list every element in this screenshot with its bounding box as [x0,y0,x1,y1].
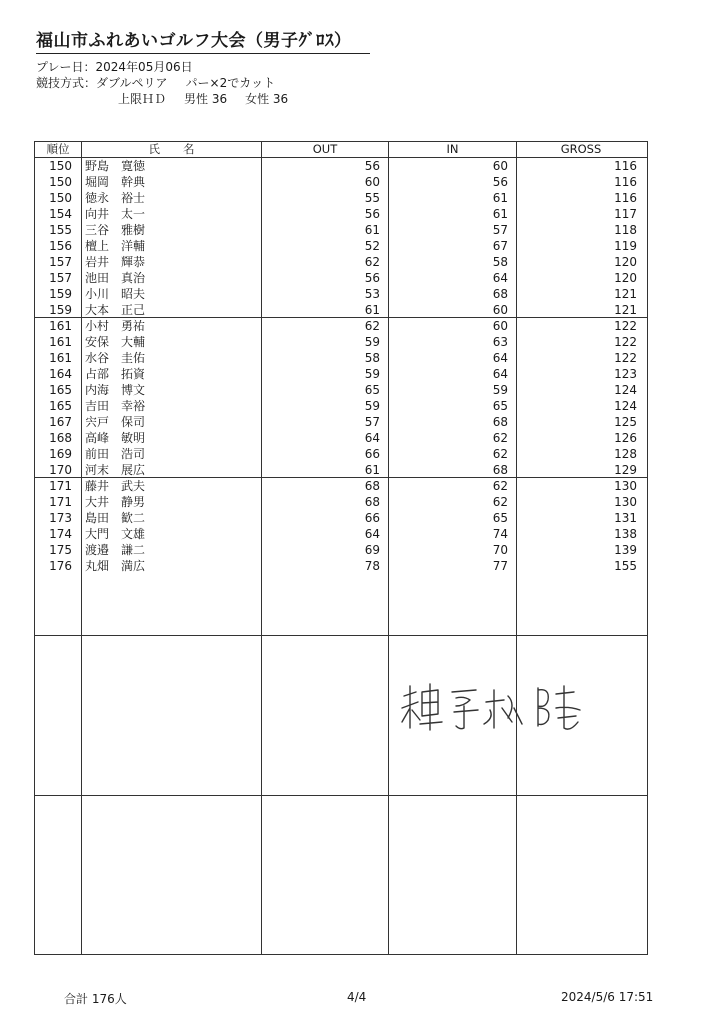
rank-cell: 168 [49,431,72,445]
rank-cell: 170 [49,463,72,477]
out-score-cell: 52 [364,239,380,253]
table-row [35,350,647,366]
table-row [35,478,647,494]
out-score-cell: 59 [364,335,380,349]
gross-score-cell: 129 [614,463,637,477]
out-score-cell: 69 [364,543,380,557]
name-cell: 大門 文雄 [85,527,146,541]
table-row [35,270,647,286]
gross-score-cell: 117 [614,207,637,221]
rank-cell: 156 [49,239,72,253]
in-score-cell: 65 [492,399,508,413]
out-score-cell: 62 [364,255,380,269]
header-name: 氏 名 [148,142,195,156]
name-cell: 前田 浩司 [85,447,146,461]
table-row [35,158,647,174]
rank-cell: 161 [49,319,72,333]
gross-score-cell: 131 [614,511,637,525]
name-cell: 向井 太一 [85,207,146,221]
competition-format [36,74,275,91]
name-cell: 堀岡 幹典 [85,175,146,189]
in-score-cell: 68 [492,463,508,477]
table-row [35,366,647,382]
rank-cell: 165 [49,383,72,397]
rank-cell: 169 [49,447,72,461]
table-row [35,558,647,574]
gross-score-cell: 121 [614,303,637,317]
table-row [35,334,647,350]
table-row [35,318,647,334]
rank-cell: 171 [49,479,72,493]
rank-cell: 150 [49,191,72,205]
out-score-cell: 57 [364,415,380,429]
name-cell: 丸畑 満広 [85,559,146,573]
header-rank: 順位 [46,142,70,156]
out-score-cell: 64 [364,431,380,445]
results-table [34,141,648,955]
in-score-cell: 61 [492,191,508,205]
gross-score-cell: 122 [614,319,637,333]
gross-score-cell: 138 [614,527,637,541]
rank-cell: 155 [49,223,72,237]
name-cell: 大井 静男 [85,495,146,509]
gross-score-cell: 116 [614,175,637,189]
out-score-cell: 62 [364,319,380,333]
table-row [35,174,647,190]
handicap-label: 上限ＨＤ [118,92,167,106]
table-row [35,542,647,558]
rank-cell: 150 [49,159,72,173]
out-score-cell: 61 [364,463,380,477]
in-score-cell: 62 [492,431,508,445]
in-score-cell: 64 [492,367,508,381]
in-score-cell: 57 [492,223,508,237]
name-cell: 池田 真治 [85,271,146,285]
table-row [35,382,647,398]
name-cell: 内海 博文 [85,383,146,397]
gross-score-cell: 120 [614,271,637,285]
gross-score-cell: 125 [614,415,637,429]
name-cell: 安保 大輔 [85,335,146,349]
rank-cell: 159 [49,287,72,301]
print-timestamp: 2024/5/6 17:51 [561,990,654,1004]
competition-label: 競技方式：ダブルペリア [36,76,168,90]
handicap-male: 男性 36 [184,92,228,106]
gross-score-cell: 155 [614,559,637,573]
gross-score-cell: 130 [614,479,637,493]
name-cell: 藤井 武夫 [85,479,146,493]
gross-score-cell: 124 [614,383,637,397]
in-score-cell: 70 [492,543,508,557]
in-score-cell: 68 [492,415,508,429]
rank-cell: 150 [49,175,72,189]
name-cell: 三谷 雅樹 [85,223,146,237]
play-date: プレー日：2024年05月06日 [36,60,193,74]
rank-cell: 174 [49,527,72,541]
out-score-cell: 56 [364,159,380,173]
name-cell: 岩井 輝恭 [85,255,146,269]
out-score-cell: 60 [364,175,380,189]
in-score-cell: 56 [492,175,508,189]
rank-cell: 176 [49,559,72,573]
table-row [35,414,647,430]
out-score-cell: 59 [364,367,380,381]
gross-score-cell: 128 [614,447,637,461]
name-cell: 島田 歓二 [85,511,146,525]
rank-cell: 157 [49,255,72,269]
out-score-cell: 66 [364,511,380,525]
group-divider [35,635,647,636]
rank-cell: 154 [49,207,72,221]
in-score-cell: 65 [492,511,508,525]
in-score-cell: 74 [492,527,508,541]
handicap-female: 女性 36 [245,92,289,106]
in-score-cell: 60 [492,303,508,317]
out-score-cell: 55 [364,191,380,205]
gross-score-cell: 122 [614,335,637,349]
in-score-cell: 58 [492,255,508,269]
table-row [35,526,647,542]
table-row [35,510,647,526]
name-cell: 高峰 敏明 [85,431,146,445]
table-row [35,462,647,478]
in-score-cell: 67 [492,239,508,253]
table-row [35,430,647,446]
out-score-cell: 58 [364,351,380,365]
table-row [35,494,647,510]
rank-cell: 175 [49,543,72,557]
gross-score-cell: 130 [614,495,637,509]
gross-score-cell: 118 [614,223,637,237]
handicap-limit [118,90,288,107]
rank-cell: 165 [49,399,72,413]
in-score-cell: 62 [492,495,508,509]
group-divider [35,795,647,796]
name-cell: 大本 正己 [85,303,146,317]
rank-cell: 173 [49,511,72,525]
rank-cell: 161 [49,351,72,365]
gross-score-cell: 123 [614,367,637,381]
rank-cell: 157 [49,271,72,285]
gross-score-cell: 139 [614,543,637,557]
name-cell: 野島 寛徳 [85,159,146,173]
out-score-cell: 56 [364,271,380,285]
gross-score-cell: 122 [614,351,637,365]
header-in: IN [446,142,459,156]
out-score-cell: 78 [364,559,380,573]
name-cell: 渡邉 謙二 [85,543,146,557]
in-score-cell: 64 [492,351,508,365]
table-row [35,222,647,238]
gross-score-cell: 124 [614,399,637,413]
name-cell: 小村 勇祐 [85,319,146,333]
table-row [35,206,647,222]
in-score-cell: 59 [492,383,508,397]
page-number: 4/4 [347,990,367,1004]
name-cell: 占部 拓資 [85,367,146,381]
name-cell: 徳永 裕士 [85,191,146,205]
in-score-cell: 68 [492,287,508,301]
table-row [35,302,647,318]
name-cell: 檀上 洋輔 [85,239,146,253]
rank-cell: 171 [49,495,72,509]
out-score-cell: 61 [364,303,380,317]
table-row [35,446,647,462]
rank-cell: 161 [49,335,72,349]
out-score-cell: 59 [364,399,380,413]
in-score-cell: 60 [492,319,508,333]
out-score-cell: 68 [364,479,380,493]
out-score-cell: 65 [364,383,380,397]
out-score-cell: 53 [364,287,380,301]
gross-score-cell: 121 [614,287,637,301]
total-count: 合計 176人 [64,992,127,1006]
header-out: OUT [312,142,338,156]
name-cell: 小川 昭夫 [85,287,146,301]
name-cell: 河末 展広 [85,463,146,477]
rank-cell: 164 [49,367,72,381]
in-score-cell: 60 [492,159,508,173]
out-score-cell: 68 [364,495,380,509]
name-cell: 宍戸 保司 [85,415,146,429]
in-score-cell: 62 [492,479,508,493]
gross-score-cell: 120 [614,255,637,269]
rank-cell: 159 [49,303,72,317]
gross-score-cell: 126 [614,431,637,445]
in-score-cell: 77 [492,559,508,573]
name-cell: 吉田 幸裕 [85,399,146,413]
header-gross: GROSS [560,142,602,156]
table-row [35,254,647,270]
in-score-cell: 62 [492,447,508,461]
gross-score-cell: 116 [614,159,637,173]
table-row [35,190,647,206]
in-score-cell: 63 [492,335,508,349]
out-score-cell: 66 [364,447,380,461]
in-score-cell: 61 [492,207,508,221]
gross-score-cell: 119 [614,239,637,253]
handwritten-signature [398,678,598,734]
in-score-cell: 64 [492,271,508,285]
table-row [35,398,647,414]
competition-rule: パー×2でカット [185,76,276,90]
out-score-cell: 61 [364,223,380,237]
table-row [35,238,647,254]
out-score-cell: 64 [364,527,380,541]
rank-cell: 167 [49,415,72,429]
gross-score-cell: 116 [614,191,637,205]
out-score-cell: 56 [364,207,380,221]
page-title: 福山市ふれあいゴルフ大会（男子ｸﾞﾛｽ） [36,26,370,54]
name-cell: 水谷 圭佑 [85,351,146,365]
table-row [35,286,647,302]
